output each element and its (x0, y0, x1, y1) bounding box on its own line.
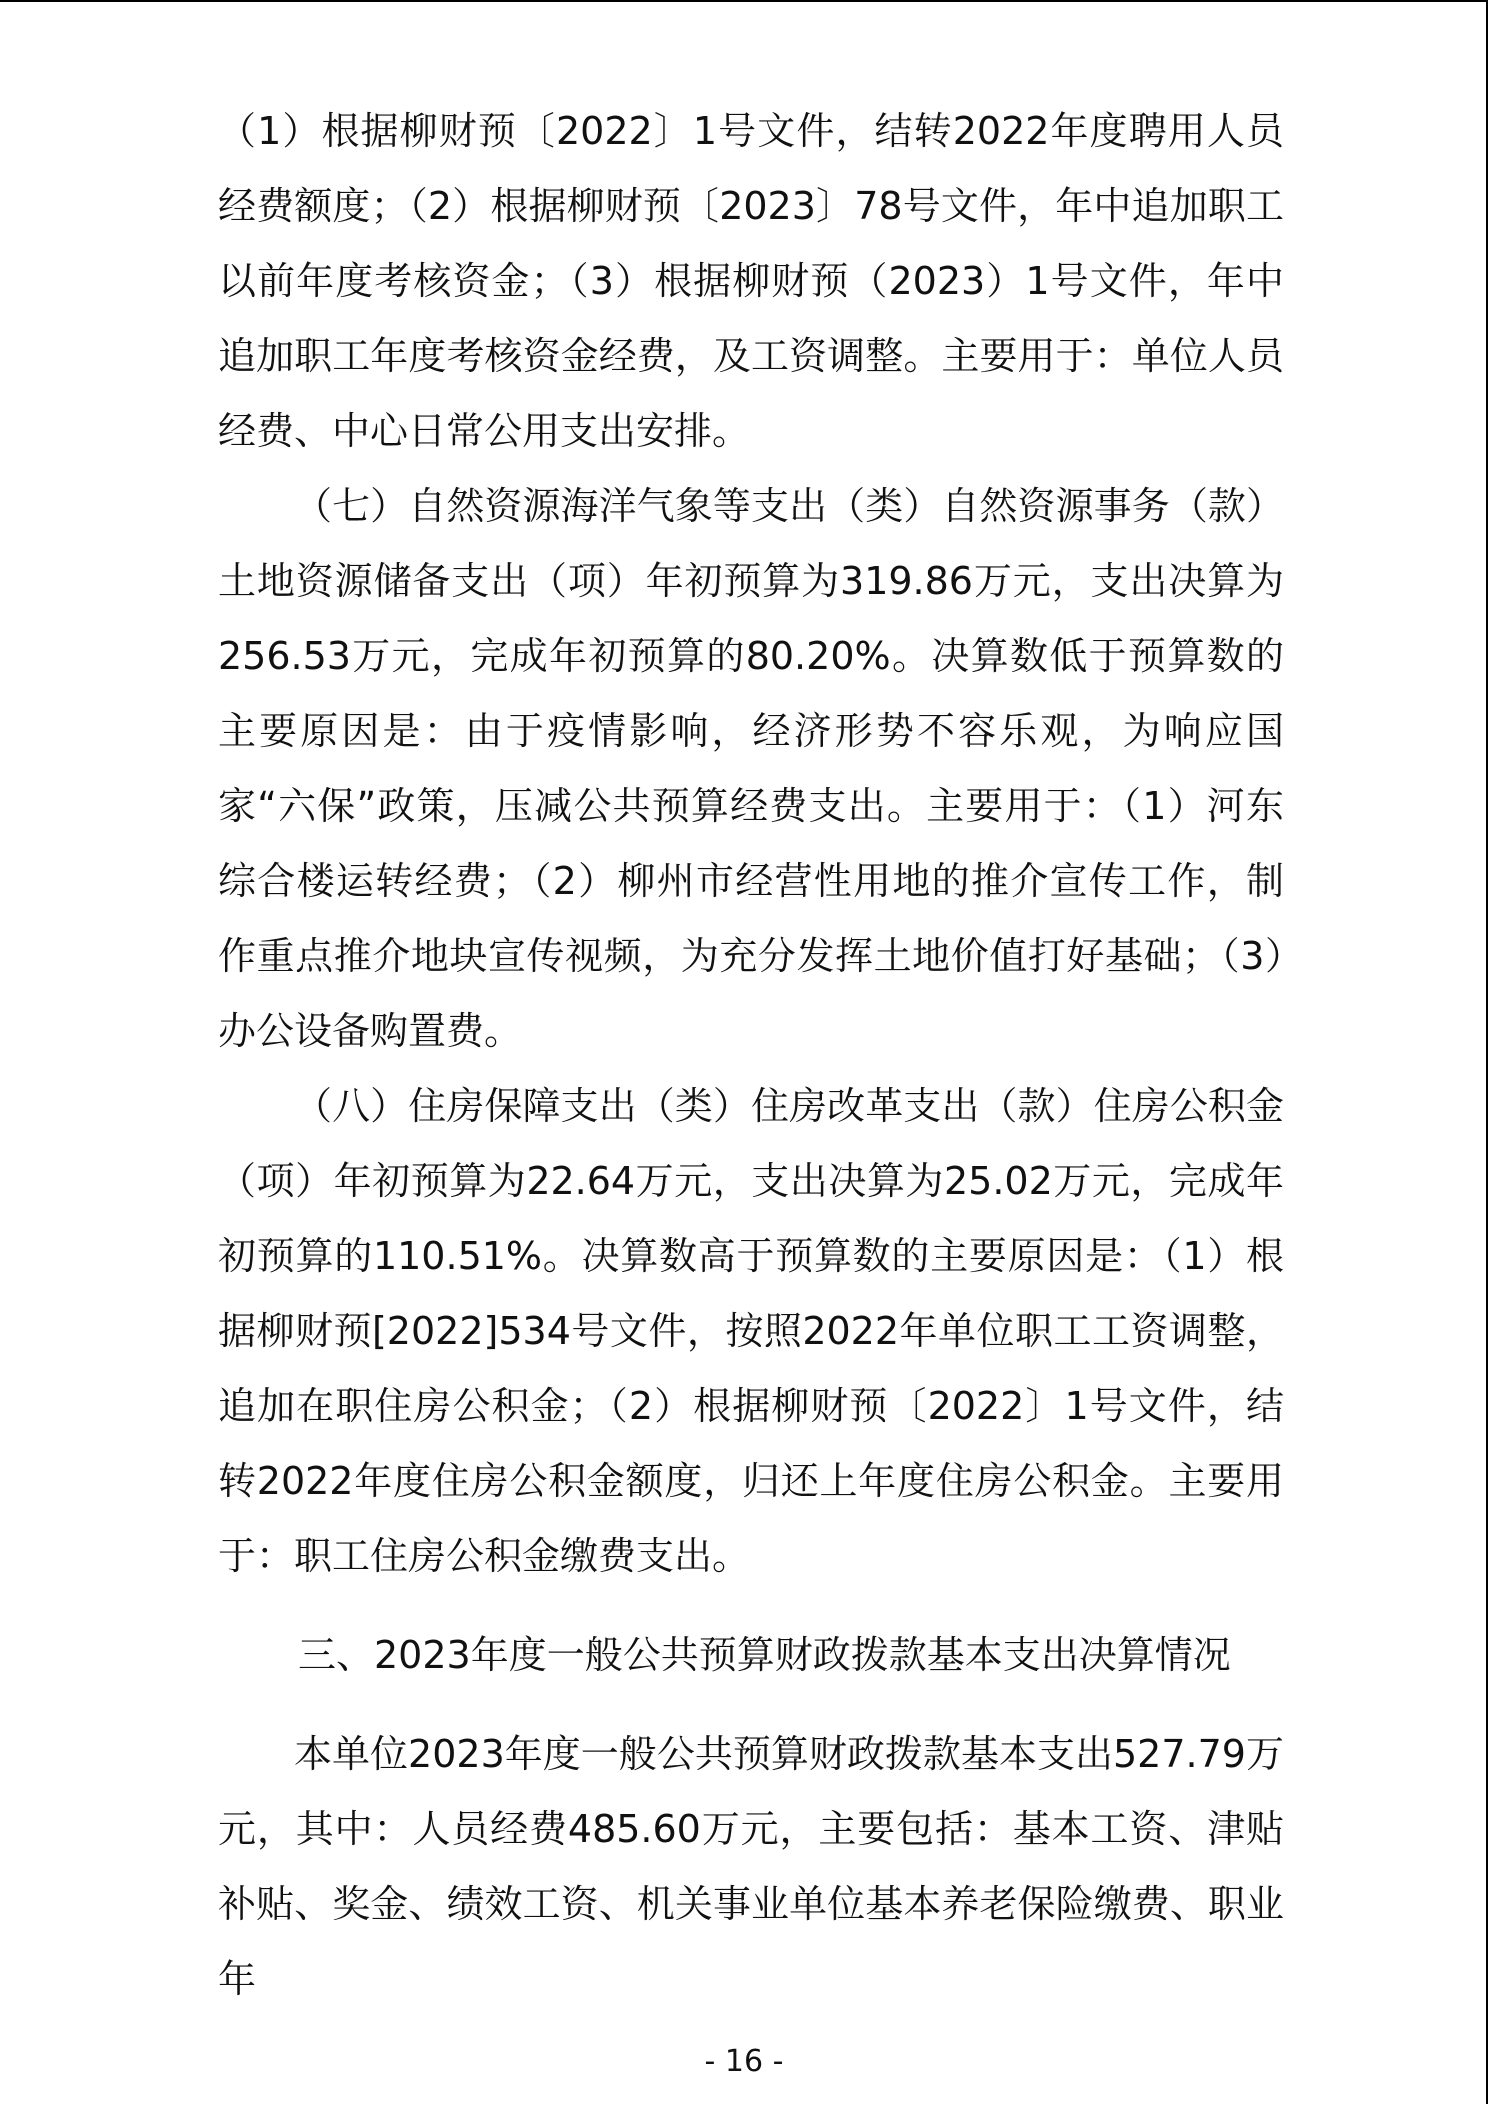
section-heading-basic-expenditure: 三、2023年度一般公共预算财政拨款基本支出决算情况 (298, 1633, 1231, 1677)
paragraph-personnel-funding-basis: （1）根据柳财预〔2022〕1号文件，结转2022年度聘用人员经费额度；（2）根据柳财预〔2023〕78号文件，年中追加职工以前年度考核资金；（3）根据柳财预（2023）1号文件，年中追加职工年度考核资金经费，及工资调整。主要用于：单位人员经费、中心日常公用支出安排。 (218, 109, 1284, 453)
page-number: - 16 - (704, 2044, 784, 2079)
paragraph-housing-security-expenditure: （八）住房保障支出（类）住房改革支出（款）住房公积金（项）年初预算为22.64万元，支出决算为25.02万元，完成年初预算的110.51%。决算数高于预算数的主要原因是：（1）根据柳财预[2022]534号文件，按照2022年单位职工工资调整，追加在职住房公积金；（2）根据柳财预〔2022〕1号文件，结转2022年度住房公积金额度，归还上年度住房公积金。主要用于：职工住房公积金缴费支出。 (218, 1084, 1284, 1578)
paragraph-basic-expenditure: 本单位2023年度一般公共预算财政拨款基本支出527.79万元，其中：人员经费485.60万元，主要包括：基本工资、津贴补贴、奖金、绩效工资、机关事业单位基本养老保险缴费、职业年 (218, 1732, 1284, 2001)
paragraph-spacer (218, 1693, 1284, 1717)
document-body (218, 94, 1284, 2017)
paragraph-natural-resources-expenditure: （七）自然资源海洋气象等支出（类）自然资源事务（款）土地资源储备支出（项）年初预算为319.86万元，支出决算为256.53万元，完成年初预算的80.20%。决算数低于预算数的主要原因是：由于疫情影响，经济形势不容乐观，为响应国家“六保”政策，压减公共预算经费支出。主要用于：（1）河东综合楼运转经费；（2）柳州市经营性用地的推介宣传工作，制作重点推介地块宣传视频，为充分发挥土地价值打好基础；（3）办公设备购置费。 (218, 484, 1284, 1053)
paragraph-spacer (218, 1594, 1284, 1618)
